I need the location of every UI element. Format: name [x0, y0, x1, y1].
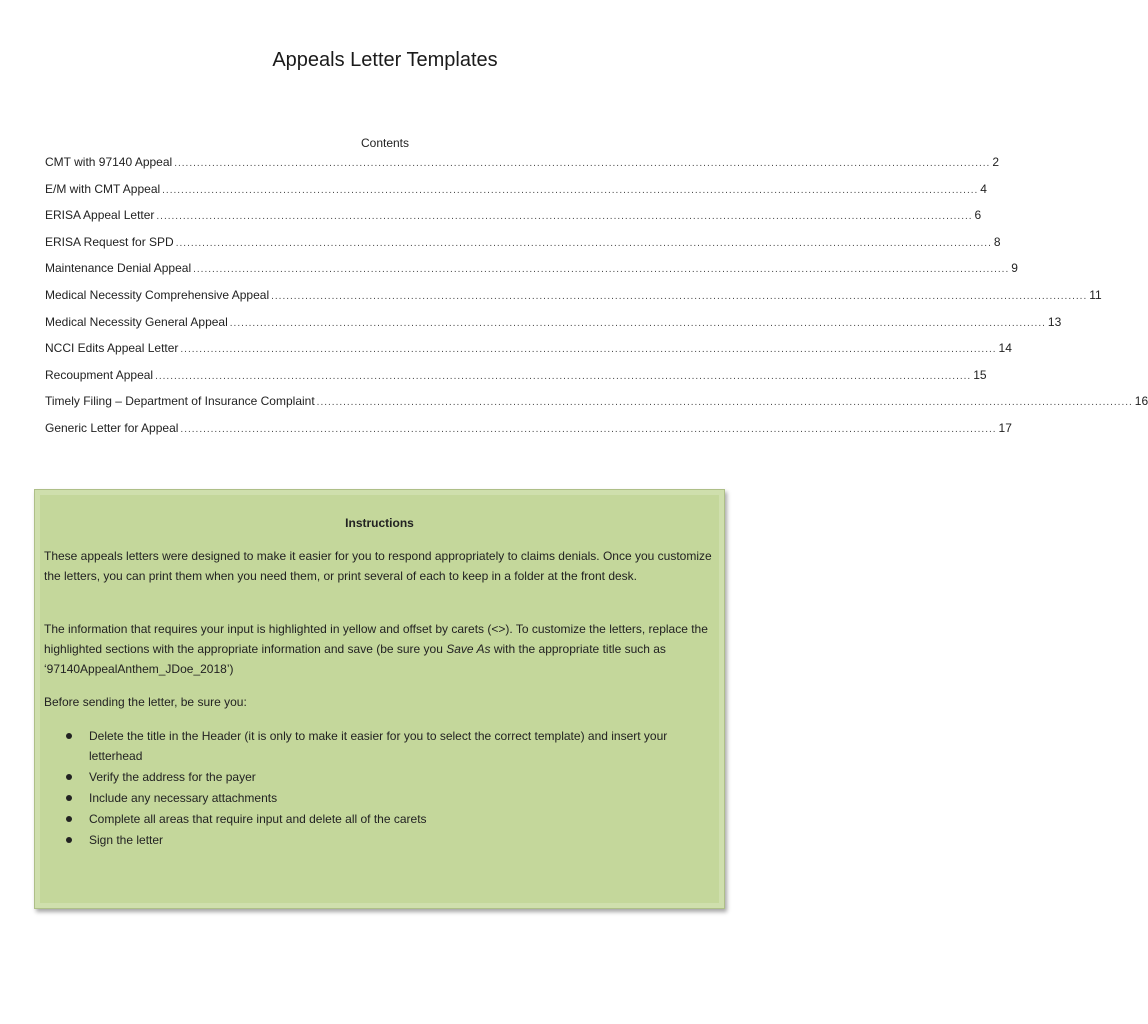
toc-entry[interactable]: [45, 314, 1062, 342]
toc-entry[interactable]: [45, 287, 1102, 315]
checklist-item: [44, 726, 716, 766]
toc-entry[interactable]: [45, 341, 1012, 368]
contents-heading: Contents: [360, 136, 410, 150]
toc-leader-dots: ........................................................................................................................................................................................................................: [174, 158, 991, 169]
toc-entry-page: 6: [974, 208, 982, 223]
checklist-item-text: Include any necessary attachments: [89, 791, 278, 805]
page-title: Appeals Letter Templates: [272, 49, 498, 71]
toc-entry-label: Maintenance Denial Appeal: [45, 261, 192, 276]
bullet-icon: [66, 837, 72, 843]
toc-leader-dots: ........................................................................................................................................................................................................................: [162, 184, 979, 196]
toc-entry-page: 17: [998, 420, 1012, 435]
checklist-item-text: Complete all areas that require input and delete all of the carets: [89, 812, 427, 826]
toc-entry-page: 16: [1134, 394, 1148, 409]
toc-entry-label: ERISA Appeal Letter: [45, 208, 155, 223]
toc-entry-page: 15: [973, 367, 987, 382]
toc-entry-label: Recoupment Appeal: [45, 367, 154, 382]
toc-entry-label: Timely Filing – Department of Insurance Complaint: [45, 394, 315, 409]
bullet-icon: [66, 774, 72, 780]
toc-entry[interactable]: [45, 420, 1012, 448]
toc-entry-label: Generic Letter for Appeal: [45, 420, 179, 435]
toc-entry[interactable]: [45, 155, 1000, 182]
toc-entry-page: 9: [1011, 261, 1018, 276]
toc-leader-dots: ........................................................................................................................................................................................................................: [229, 317, 1046, 329]
save-as-emphasis: Save As: [446, 642, 491, 656]
toc-entry-page: 8: [993, 234, 1001, 249]
toc-leader-dots: ........................................................................................................................................................................................................................: [156, 211, 973, 223]
checklist: [44, 726, 716, 851]
toc-entry-page: 13: [1047, 314, 1062, 329]
toc-entry-label: NCCI Edits Appeal Letter: [45, 341, 179, 356]
toc-leader-dots: ........................................................................................................................................................................................................................: [316, 397, 1133, 409]
toc-entry-label: CMT with 97140 Appeal: [45, 155, 173, 169]
toc-entry-page: 11: [1089, 287, 1102, 302]
toc-entry-page: 2: [992, 155, 1000, 169]
toc-entry-label: Medical Necessity General Appeal: [45, 314, 228, 329]
toc-entry-page: 4: [980, 181, 987, 196]
checklist-item-text: Verify the address for the payer: [89, 770, 256, 784]
toc-leader-dots: ........................................................................................................................................................................................................................: [180, 423, 997, 435]
toc-entry[interactable]: [45, 367, 987, 395]
instructions-box: [34, 489, 725, 909]
table-of-contents: [45, 155, 1148, 448]
toc-leader-dots: ........................................................................................................................................................................................................................: [180, 344, 997, 356]
checklist-item-text: Sign the letter: [89, 833, 164, 847]
toc-leader-dots: ........................................................................................................................................................................................................................: [155, 370, 972, 382]
checklist-item: [44, 767, 716, 787]
instructions-paragraph-before-sending: Before sending the letter, be sure you:: [44, 695, 247, 709]
instructions-paragraph-intro: These appeals letters were designed to make it easier for you to respond appropriately to claims denials. Once you customize the letters, you can print them when you need them, or print several of each to keep in a folder at the front desk.: [44, 549, 712, 583]
bullet-icon: [66, 733, 72, 739]
toc-entry[interactable]: [45, 208, 982, 235]
toc-leader-dots: ........................................................................................................................................................................................................................: [175, 237, 992, 249]
toc-entry[interactable]: [45, 261, 1018, 288]
toc-leader-dots: ........................................................................................................................................................................................................................: [193, 264, 1010, 276]
toc-entry-label: ERISA Request for SPD: [45, 234, 174, 249]
toc-entry[interactable]: [45, 181, 987, 209]
toc-leader-dots: ........................................................................................................................................................................................................................: [271, 290, 1088, 302]
checklist-item: [44, 830, 716, 850]
checklist-item: [44, 809, 716, 829]
instructions-paragraph-customize: [44, 619, 716, 679]
customize-text-after: with the appropriate title such as ‘97140AppealAnthem_JDoe_2018’): [44, 642, 666, 676]
checklist-item-text: Delete the title in the Header (it is only to make it easier for you to select the correct template) and insert your letterhead: [89, 729, 668, 763]
toc-entry[interactable]: [45, 234, 1001, 262]
instructions-title: Instructions: [345, 516, 414, 530]
toc-entry-label: Medical Necessity Comprehensive Appeal: [45, 287, 270, 302]
bullet-icon: [66, 816, 72, 822]
toc-entry[interactable]: [45, 394, 1148, 421]
toc-entry-page: 14: [998, 341, 1012, 356]
toc-entry-label: E/M with CMT Appeal: [45, 181, 161, 196]
checklist-item: [44, 788, 716, 808]
bullet-icon: [66, 795, 72, 801]
customize-text-before: The information that requires your input is highlighted in yellow and offset by carets (<>). To customize the letters, replace the highlighted sections with the appropriate information and save (be sure you: [44, 622, 708, 656]
